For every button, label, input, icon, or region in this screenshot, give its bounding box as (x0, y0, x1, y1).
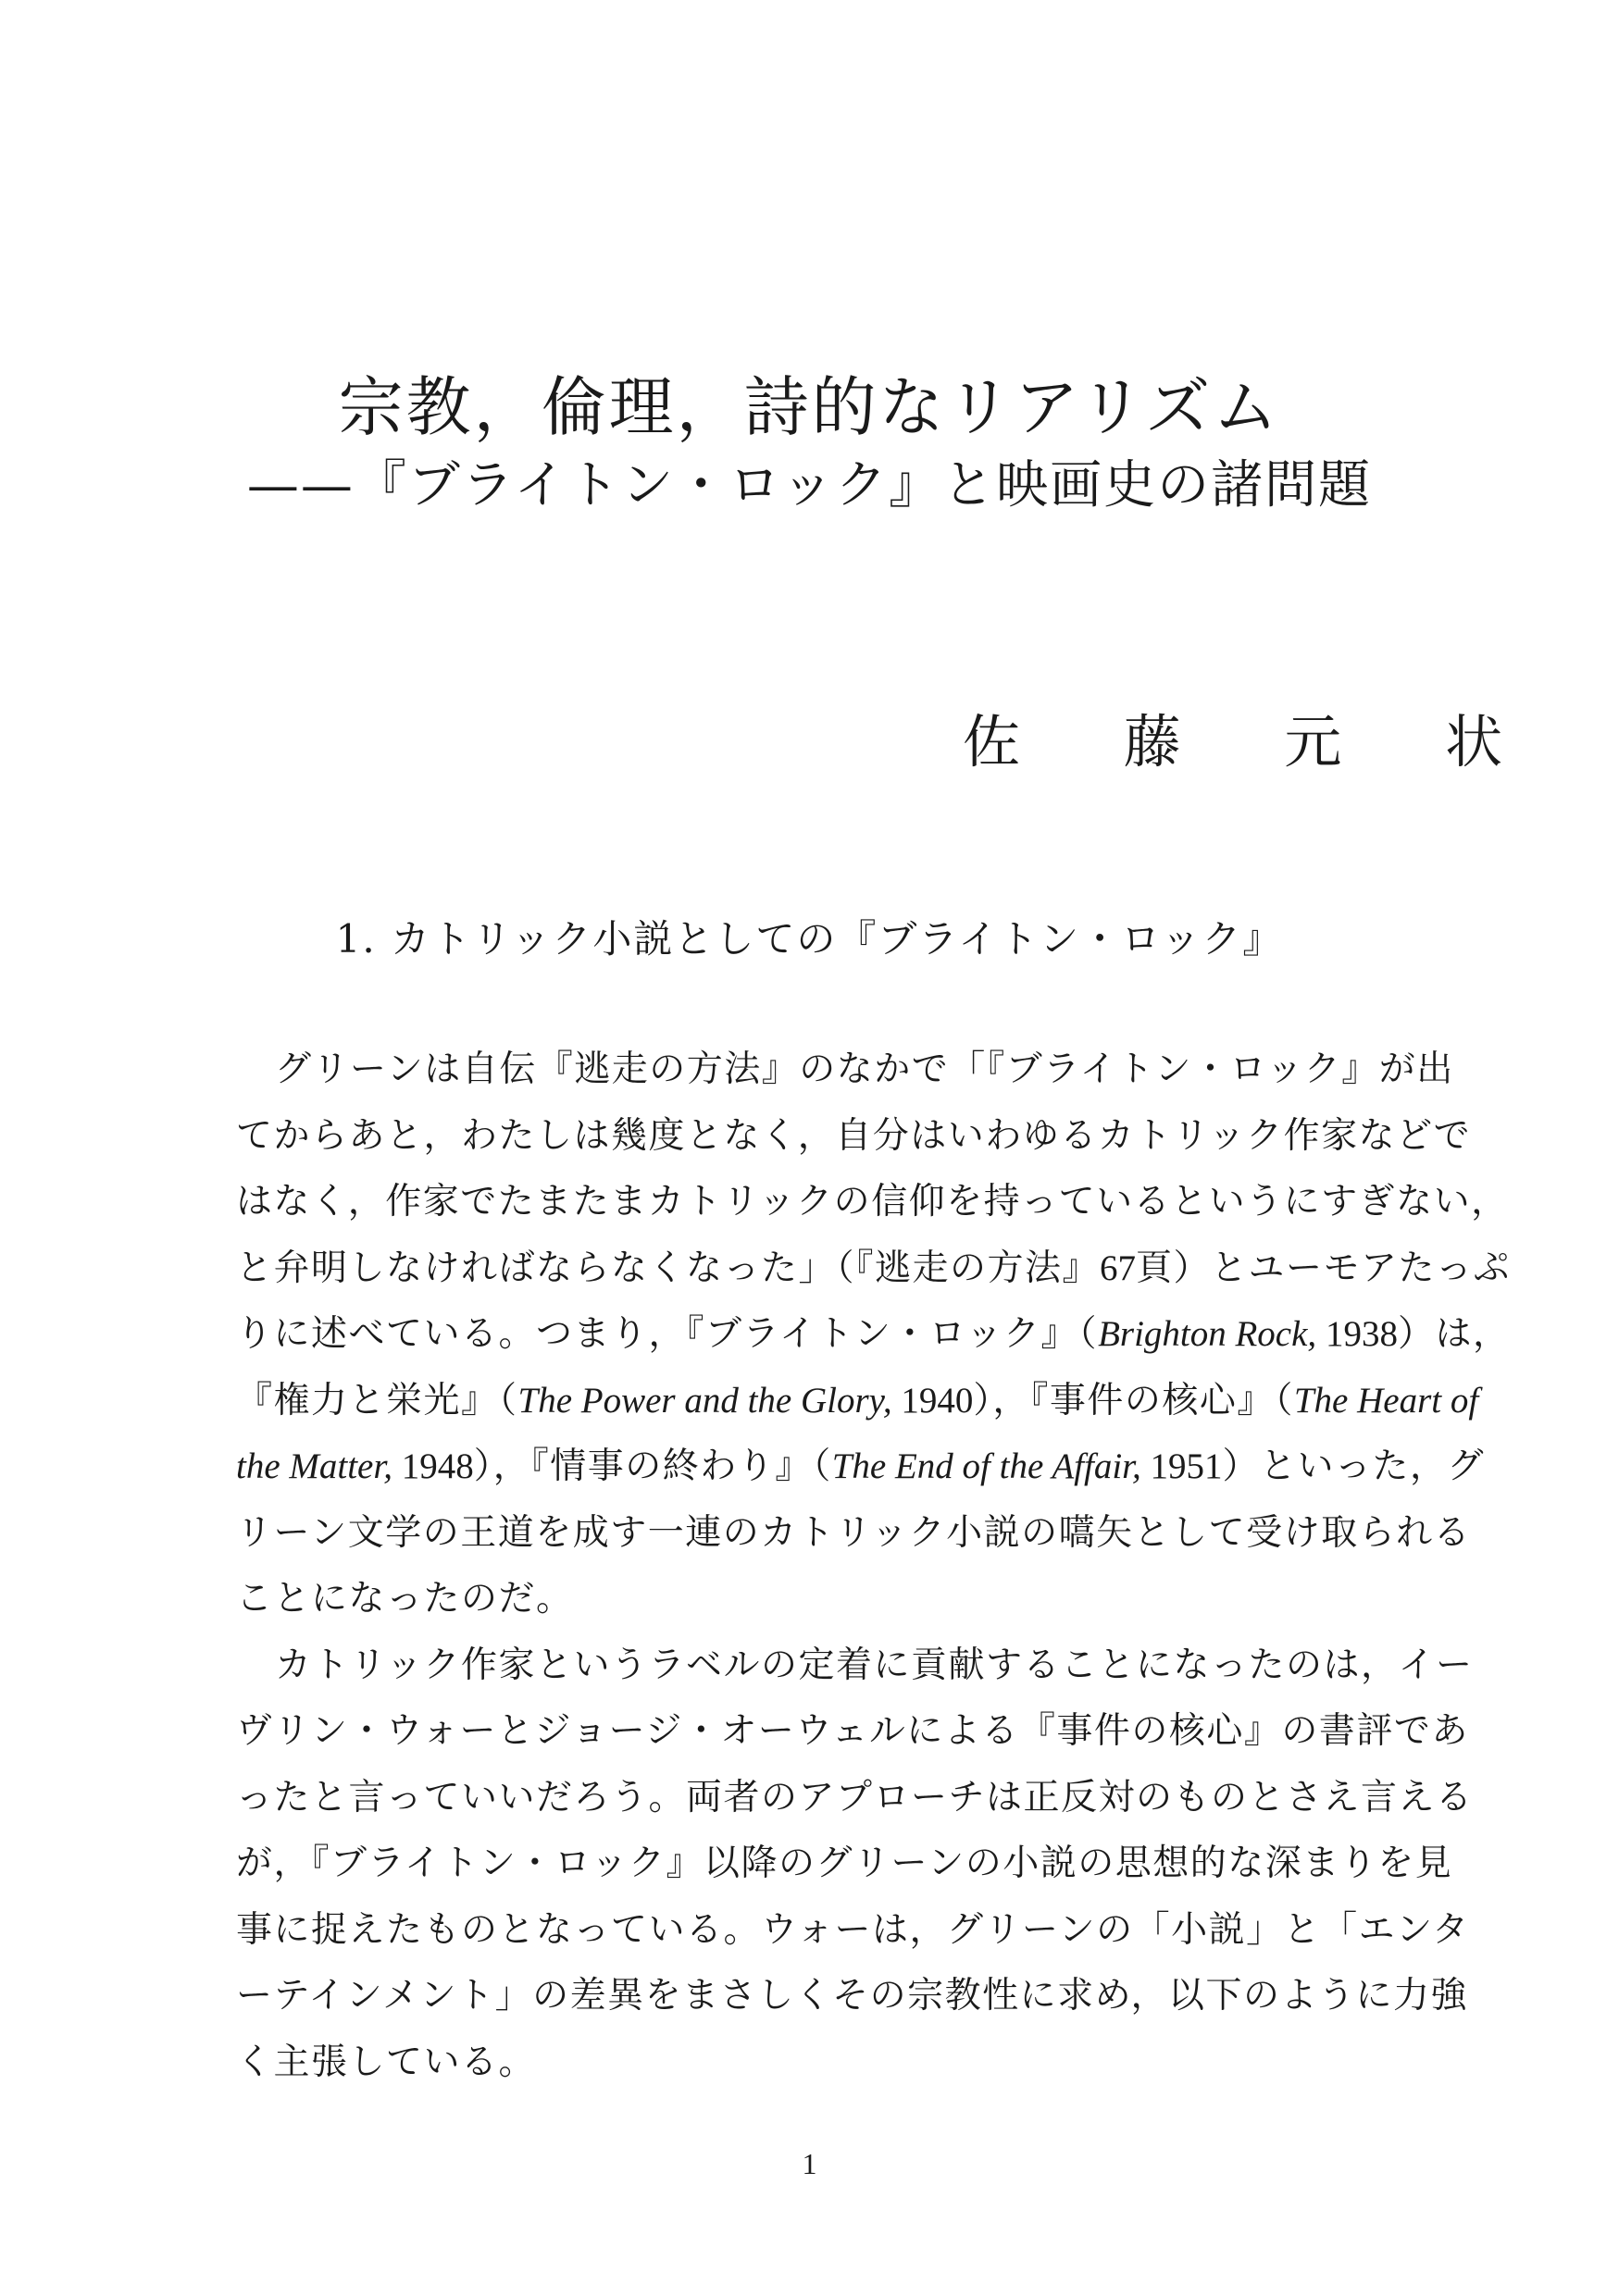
paragraph-1-line-9: ことになったのだ。 (236, 1578, 574, 1620)
paragraph-1-line-2: てからあと，わたしは幾度となく，自分はいわゆるカトリック作家などで (236, 1114, 1472, 1157)
paragraph-1-line-3: はなく，作家でたまたまカトリックの信仰を持っているというにすぎない， (236, 1181, 1509, 1222)
paragraph-2-line-4: が，『ブライトン・ロック』以降のグリーンの小説の思想的な深まりを見 (236, 1843, 1453, 1884)
paragraph-2-line-1: カトリック作家というラベルの定着に貢献することになったのは，イー (275, 1644, 1474, 1686)
year: 1948 (392, 1446, 474, 1486)
english-title: The Heart of (1293, 1380, 1479, 1421)
english-title: The Power and the Glory, (517, 1380, 892, 1421)
year: 1938 (1316, 1314, 1398, 1354)
year: 1940 (891, 1380, 974, 1421)
paragraph-2-line-2: ヴリン・ウォーとジョージ・オーウェルによる『事件の核心』の書評であ (236, 1710, 1469, 1752)
year: 1951 (1140, 1446, 1223, 1486)
paragraph-1-line-6 (236, 1368, 1479, 1434)
text-segment: ）といった，グ (1222, 1446, 1486, 1487)
author-name: 佐 藤 元 状 (963, 708, 1546, 776)
page-reference-number: 67 (1100, 1247, 1137, 1288)
paragraph-2-line-5: 事に捉えたものとなっている。ウォーは，グリーンの「小説」と「エンタ (236, 1908, 1470, 1951)
text-segment: ），『情事の終わり』（ (473, 1446, 832, 1487)
page-number: 1 (802, 2147, 817, 2180)
text-segment: ）は， (1397, 1313, 1511, 1355)
paragraph-2-line-6: ーテインメント」の差異をまさしくその宗教性に求め，以下のように力強 (236, 1975, 1469, 2017)
english-title: The End of the Affair, (831, 1446, 1141, 1486)
page-title: 宗教，倫理，詩的なリアリズム (338, 369, 1281, 445)
english-title: Brighton Rock, (1098, 1314, 1317, 1354)
english-title: the Matter, (236, 1446, 392, 1486)
text-segment: 『権力と栄光』（ (236, 1379, 518, 1421)
title-block (0, 366, 1619, 523)
paragraph-2-line-7: く主張している。 (236, 2041, 537, 2083)
paragraph-1-line-1: グリーンは自伝『逃走の方法』のなかで「『ブライトン・ロック』が出 (275, 1049, 1454, 1090)
paragraph-1-line-7 (236, 1433, 1486, 1500)
page-subtitle: ——『ブライトン・ロック』と映画史の諸問題 (246, 455, 1373, 515)
paragraph-1-line-8: リーン文学の王道を成す一連のカトリック小説の嚆矢として受け取られる (236, 1511, 1472, 1554)
text-segment: と弁明しなければならなくなった」（『逃走の方法』 (236, 1247, 1101, 1289)
section-heading: 1. カトリック小説としての『ブライトン・ロック』 (335, 916, 1284, 962)
body-text (236, 1036, 1512, 2095)
paragraph-1-line-5 (236, 1301, 1511, 1368)
paragraph-2-line-3: ったと言っていいだろう。両者のアプローチは正反対のものとさえ言える (236, 1776, 1474, 1818)
text-segment: 頁）とユーモアたっぷ (1136, 1247, 1512, 1289)
paragraph-1-line-4 (236, 1235, 1512, 1302)
text-segment: ），『事件の核心』（ (973, 1379, 1294, 1421)
text-segment: りに述べている。つまり，『ブライトン・ロック』（ (236, 1313, 1099, 1355)
